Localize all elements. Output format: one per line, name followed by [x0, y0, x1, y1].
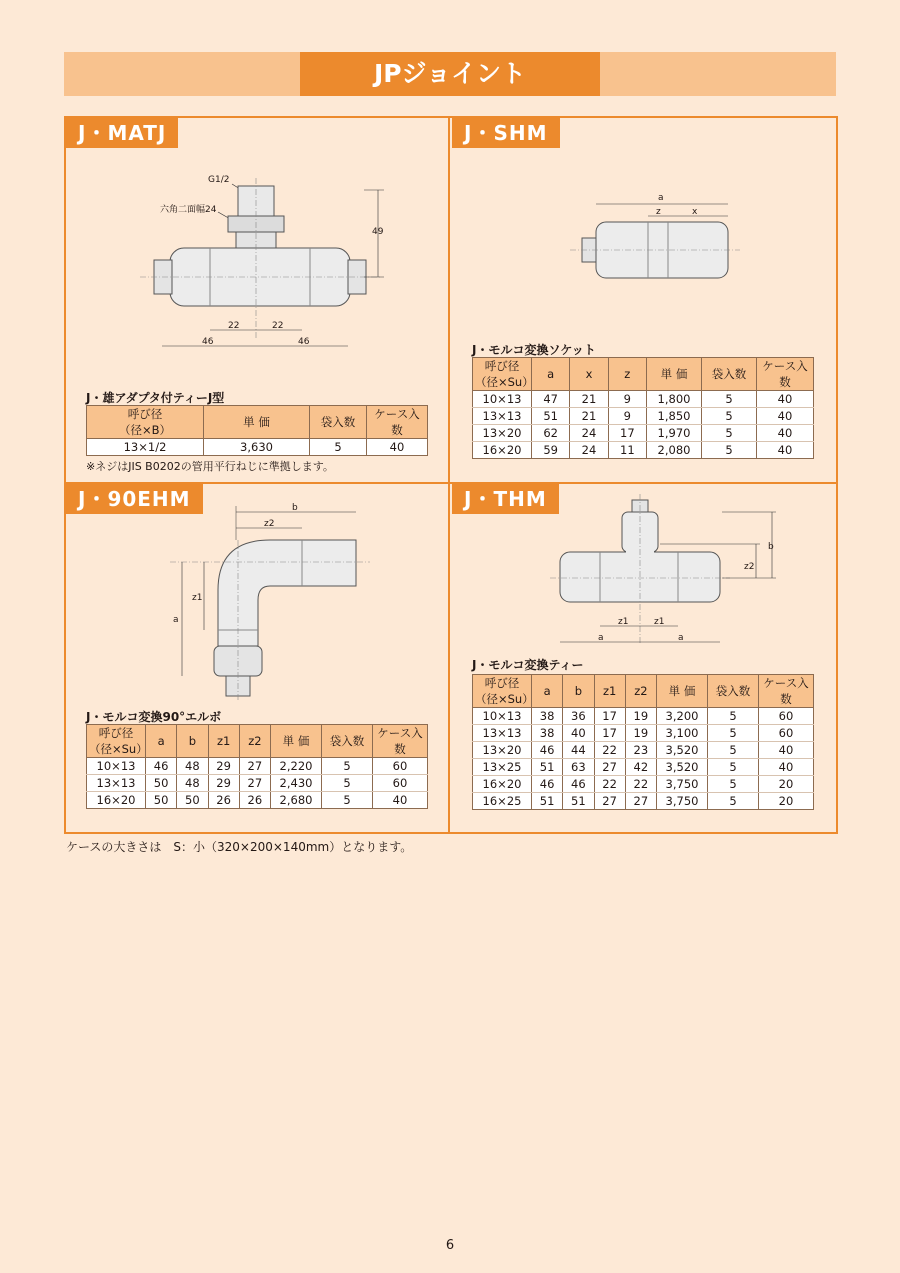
table-cell: 42 — [625, 759, 656, 776]
page-number: 6 — [445, 1238, 455, 1253]
ehm-header: ケース入数 — [373, 725, 428, 758]
table-row — [473, 793, 814, 810]
thm-header: a — [532, 675, 563, 708]
ehm-dim-z2: z2 — [264, 519, 275, 529]
thm-diagram — [550, 494, 790, 654]
table-row — [87, 439, 428, 456]
table-cell: 13×20 — [473, 742, 532, 759]
table-cell: 5 — [708, 725, 759, 742]
table-cell: 24 — [570, 425, 608, 442]
case-size-note: ケースの大きさは S：小（320×200×140mm）となります。 — [66, 840, 413, 854]
thm-dim-z1a: z1 — [618, 617, 629, 627]
table-cell: 5 — [322, 758, 373, 775]
table-cell: 60 — [759, 708, 814, 725]
table-cell: 5 — [702, 425, 757, 442]
thm-header: z1 — [594, 675, 625, 708]
table-cell: 29 — [208, 775, 239, 792]
table-cell: 29 — [208, 758, 239, 775]
table-cell: 51 — [532, 759, 563, 776]
table-cell: 17 — [594, 725, 625, 742]
matj-dim-a1: 46 — [202, 337, 214, 347]
table-cell: 3,520 — [657, 759, 708, 776]
ehm-caption: J・モルコ変換90°エルボ — [86, 710, 222, 724]
table-cell: 40 — [757, 408, 814, 425]
table-row — [473, 742, 814, 759]
ehm-header: b — [177, 725, 208, 758]
table-cell: 26 — [239, 792, 270, 809]
shm-header: a — [532, 358, 570, 391]
shm-dim-a: a — [658, 193, 664, 203]
section-label-thm: J・THM — [452, 484, 559, 514]
table-cell: 5 — [702, 442, 757, 459]
shm-header: x — [570, 358, 608, 391]
table-cell: 48 — [177, 775, 208, 792]
table-cell: 50 — [177, 792, 208, 809]
grid-divider-vertical — [448, 116, 450, 832]
table-cell: 5 — [702, 408, 757, 425]
table-cell: 27 — [594, 759, 625, 776]
table-cell: 17 — [608, 425, 646, 442]
shm-header: ケース入数 — [757, 358, 814, 391]
shm-table — [472, 357, 814, 459]
table-cell: 5 — [702, 391, 757, 408]
table-cell: 27 — [239, 758, 270, 775]
title-banner — [64, 52, 836, 96]
table-cell: 2,680 — [271, 792, 322, 809]
table-cell: 21 — [570, 391, 608, 408]
thm-header: 呼び径 （径×Su） — [473, 675, 532, 708]
ehm-header: 袋入数 — [322, 725, 373, 758]
matj-dim-h: 49 — [372, 227, 384, 237]
table-cell: 1,800 — [647, 391, 702, 408]
table-cell: 51 — [532, 408, 570, 425]
table-cell: 5 — [708, 742, 759, 759]
table-cell: 20 — [759, 793, 814, 810]
shm-dim-x: x — [692, 207, 698, 217]
thm-dim-z1b: z1 — [654, 617, 665, 627]
ehm-table — [86, 724, 428, 809]
table-cell: 10×13 — [87, 758, 146, 775]
table-cell: 50 — [146, 775, 177, 792]
shm-dim-z: z — [656, 207, 661, 217]
table-cell: 16×20 — [87, 792, 146, 809]
table-cell: 1,970 — [647, 425, 702, 442]
table-cell: 13×20 — [473, 425, 532, 442]
table-row — [473, 776, 814, 793]
table-cell: 13×1/2 — [87, 439, 204, 456]
table-cell: 46 — [146, 758, 177, 775]
table-cell: 51 — [563, 793, 594, 810]
table-cell: 47 — [532, 391, 570, 408]
table-cell: 10×13 — [473, 708, 532, 725]
table-cell: 44 — [563, 742, 594, 759]
table-cell: 17 — [594, 708, 625, 725]
table-cell: 5 — [322, 775, 373, 792]
ehm-header: a — [146, 725, 177, 758]
table-cell: 62 — [532, 425, 570, 442]
section-label-ehm: J・90EHM — [66, 484, 203, 514]
matj-dim-z2: 22 — [272, 321, 284, 331]
table-row — [473, 442, 814, 459]
table-cell: 27 — [625, 793, 656, 810]
table-cell: 40 — [757, 425, 814, 442]
table-cell: 40 — [757, 442, 814, 459]
table-row — [473, 725, 814, 742]
table-row — [87, 775, 428, 792]
table-row — [473, 425, 814, 442]
thm-header: ケース入数 — [759, 675, 814, 708]
table-cell: 9 — [608, 408, 646, 425]
table-cell: 26 — [208, 792, 239, 809]
table-cell: 40 — [757, 391, 814, 408]
thm-header: 単 価 — [657, 675, 708, 708]
table-cell: 19 — [625, 708, 656, 725]
shm-header: 単 価 — [647, 358, 702, 391]
shm-diagram — [570, 188, 740, 298]
table-cell: 27 — [594, 793, 625, 810]
table-cell: 22 — [594, 776, 625, 793]
matj-dim-a2: 46 — [298, 337, 310, 347]
table-cell: 21 — [570, 408, 608, 425]
thm-dim-z2: z2 — [744, 562, 755, 572]
table-cell: 5 — [310, 439, 367, 456]
matj-header-price: 単 価 — [204, 406, 310, 439]
matj-table — [86, 405, 428, 456]
table-cell: 13×13 — [87, 775, 146, 792]
table-cell: 16×20 — [473, 776, 532, 793]
table-cell: 20 — [759, 776, 814, 793]
table-cell: 40 — [563, 725, 594, 742]
table-cell: 40 — [373, 792, 428, 809]
table-cell: 48 — [177, 758, 208, 775]
table-cell: 5 — [708, 776, 759, 793]
table-cell: 16×25 — [473, 793, 532, 810]
page-title: JPジョイント — [300, 52, 600, 96]
table-cell: 40 — [759, 742, 814, 759]
table-cell: 5 — [322, 792, 373, 809]
thm-dim-b: b — [768, 542, 774, 552]
matj-diagram — [140, 168, 400, 353]
table-cell: 13×25 — [473, 759, 532, 776]
matj-header-case: ケース入数 — [367, 406, 428, 439]
thm-dim-ab: a — [678, 633, 684, 643]
table-cell: 3,630 — [204, 439, 310, 456]
table-cell: 5 — [708, 793, 759, 810]
table-cell: 3,520 — [657, 742, 708, 759]
shm-header: 呼び径 （径×Su） — [473, 358, 532, 391]
ehm-header: 単 価 — [271, 725, 322, 758]
thm-header: b — [563, 675, 594, 708]
table-cell: 1,850 — [647, 408, 702, 425]
table-cell: 5 — [708, 708, 759, 725]
thm-table — [472, 674, 814, 810]
thm-caption: J・モルコ変換ティー — [472, 658, 584, 672]
ehm-header: z2 — [239, 725, 270, 758]
thm-dim-aa: a — [598, 633, 604, 643]
table-cell: 13×13 — [473, 408, 532, 425]
section-label-shm: J・SHM — [452, 118, 560, 148]
table-cell: 19 — [625, 725, 656, 742]
table-cell: 22 — [594, 742, 625, 759]
table-cell: 40 — [759, 759, 814, 776]
table-cell: 23 — [625, 742, 656, 759]
table-row — [473, 408, 814, 425]
table-cell: 2,220 — [271, 758, 322, 775]
matj-dim-g: G1/2 — [208, 175, 230, 185]
table-cell: 46 — [563, 776, 594, 793]
table-cell: 2,080 — [647, 442, 702, 459]
table-cell: 10×13 — [473, 391, 532, 408]
table-cell: 50 — [146, 792, 177, 809]
table-cell: 13×13 — [473, 725, 532, 742]
table-cell: 22 — [625, 776, 656, 793]
section-label-matj: J・MATJ — [66, 118, 178, 148]
table-cell: 11 — [608, 442, 646, 459]
table-cell: 3,200 — [657, 708, 708, 725]
table-cell: 46 — [532, 776, 563, 793]
table-cell: 3,750 — [657, 793, 708, 810]
table-cell: 60 — [373, 775, 428, 792]
ehm-dim-z1: z1 — [192, 593, 203, 603]
table-cell: 16×20 — [473, 442, 532, 459]
table-row — [87, 792, 428, 809]
table-cell: 36 — [563, 708, 594, 725]
ehm-header: z1 — [208, 725, 239, 758]
table-cell: 38 — [532, 725, 563, 742]
table-cell: 38 — [532, 708, 563, 725]
table-cell: 60 — [373, 758, 428, 775]
table-cell: 3,750 — [657, 776, 708, 793]
matj-dim-hex: 六角二面幅24 — [160, 205, 217, 215]
matj-note: ※ネジはJIS B0202の管用平行ねじに準拠します。 — [86, 460, 334, 473]
shm-header: 袋入数 — [702, 358, 757, 391]
table-cell: 40 — [367, 439, 428, 456]
table-cell: 63 — [563, 759, 594, 776]
table-cell: 5 — [708, 759, 759, 776]
table-cell: 51 — [532, 793, 563, 810]
ehm-header: 呼び径 （径×Su） — [87, 725, 146, 758]
matj-header-size: 呼び径 （径×B） — [87, 406, 204, 439]
table-row — [473, 708, 814, 725]
table-cell: 2,430 — [271, 775, 322, 792]
ehm-diagram — [160, 500, 400, 700]
matj-dim-z1: 22 — [228, 321, 240, 331]
table-row — [473, 759, 814, 776]
table-cell: 24 — [570, 442, 608, 459]
table-cell: 46 — [532, 742, 563, 759]
shm-header: z — [608, 358, 646, 391]
table-row — [473, 391, 814, 408]
table-row — [87, 758, 428, 775]
shm-caption: J・モルコ変換ソケット — [472, 343, 596, 357]
ehm-dim-b: b — [292, 503, 298, 513]
table-cell: 27 — [239, 775, 270, 792]
table-cell: 9 — [608, 391, 646, 408]
table-cell: 60 — [759, 725, 814, 742]
thm-header: 袋入数 — [708, 675, 759, 708]
matj-caption: J・雄アダプタ付ティーJ型 — [86, 391, 225, 405]
ehm-dim-a: a — [173, 615, 179, 625]
thm-header: z2 — [625, 675, 656, 708]
table-cell: 59 — [532, 442, 570, 459]
matj-header-bag: 袋入数 — [310, 406, 367, 439]
table-cell: 3,100 — [657, 725, 708, 742]
